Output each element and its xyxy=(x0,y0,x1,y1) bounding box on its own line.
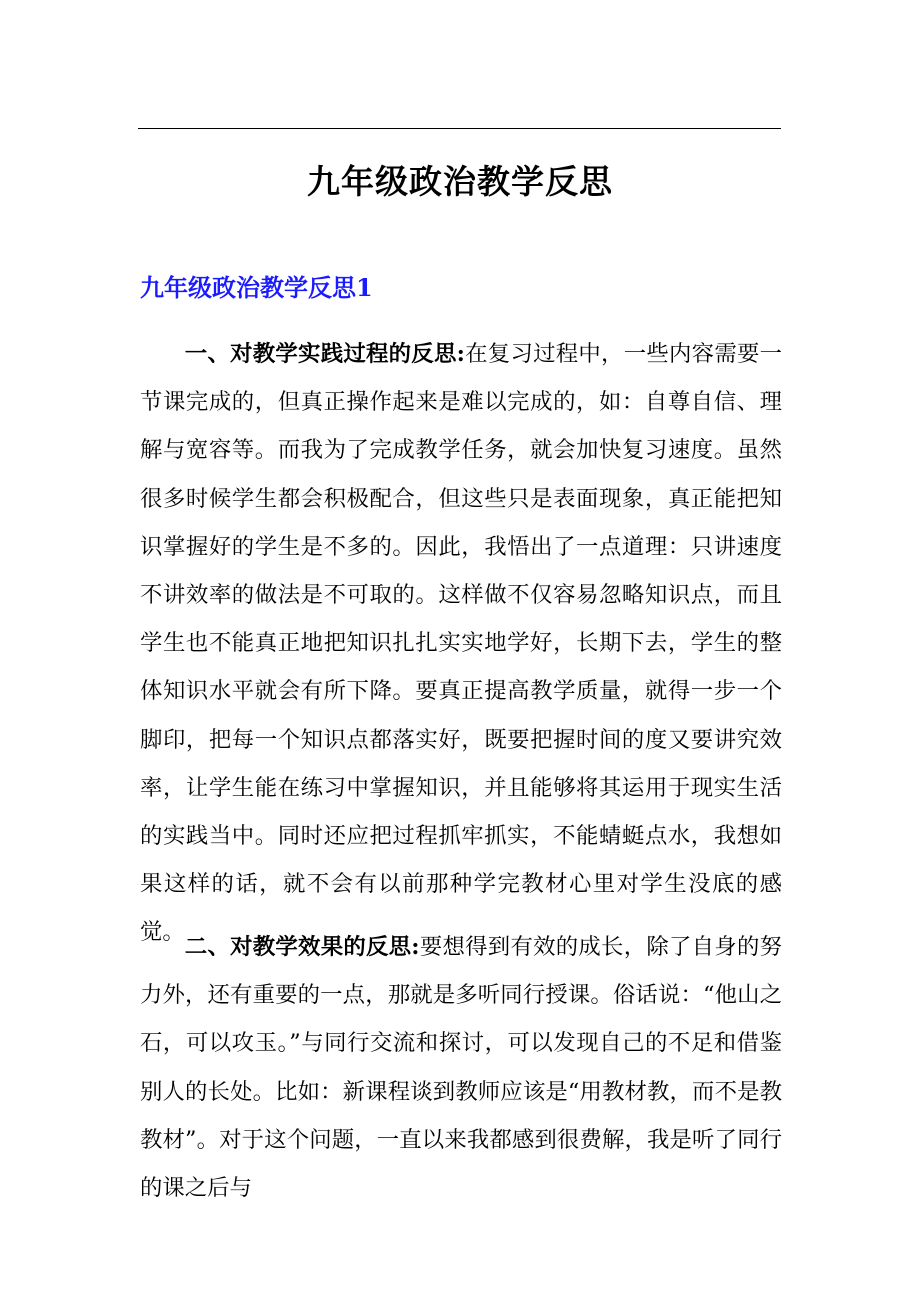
paragraph-body: 在复习过程中，一些内容需要一节课完成的，但真正操作起来是难以完成的，如：自尊自信、理解与宽容等。而我为了完成教学任务，就会加快复习速度。虽然很多时候学生都会积极配合，但这些只是表面现象，真正能把知识掌握好的学生是不多的。因此，我悟出了一点道理：只讲速度不讲效率的做法是不可取的。这样做不仅容易忽略知识点，而且学生也不能真正地把知识扎扎实实地学好，长期下去，学生的整体知识水平就会有所下降。要真正提高教学质量，就得一步一个脚印，把每一个知识点都落实好，既要把握时间的度又要讲究效率，让学生能在练习中掌握知识，并且能够将其运用于现实生活的实践当中。同时还应把过程抓牢抓实，不能蜻蜓点水，我想如果这样的话，就不会有以前那种学完教材心里对学生没底的感觉。 xyxy=(140,341,783,946)
paragraph-lead: 二、对教学效果的反思: xyxy=(184,934,420,960)
paragraph-lead: 一、对教学实践过程的反思: xyxy=(184,341,465,367)
paragraph-teaching-effect xyxy=(140,923,782,1303)
header-rule xyxy=(138,128,781,129)
paragraph-body: 要想得到有效的成长，除了自身的努力外，还有重要的一点，那就是多听同行授课。俗话说：“他山之石，可以攻玉。”与同行交流和探讨，可以发现自己的不足和借鉴别人的长处。比如：新课程谈到教师应该是“用教材教，而不是教教材”。对于这个问题，一直以来我都感到很费解，我是听了同行的课之后与 xyxy=(140,934,782,1202)
document-title: 九年级政治教学反思 xyxy=(307,162,613,201)
paragraph-teaching-practice xyxy=(140,330,782,957)
section-heading: 九年级政治教学反思1 xyxy=(140,273,373,302)
